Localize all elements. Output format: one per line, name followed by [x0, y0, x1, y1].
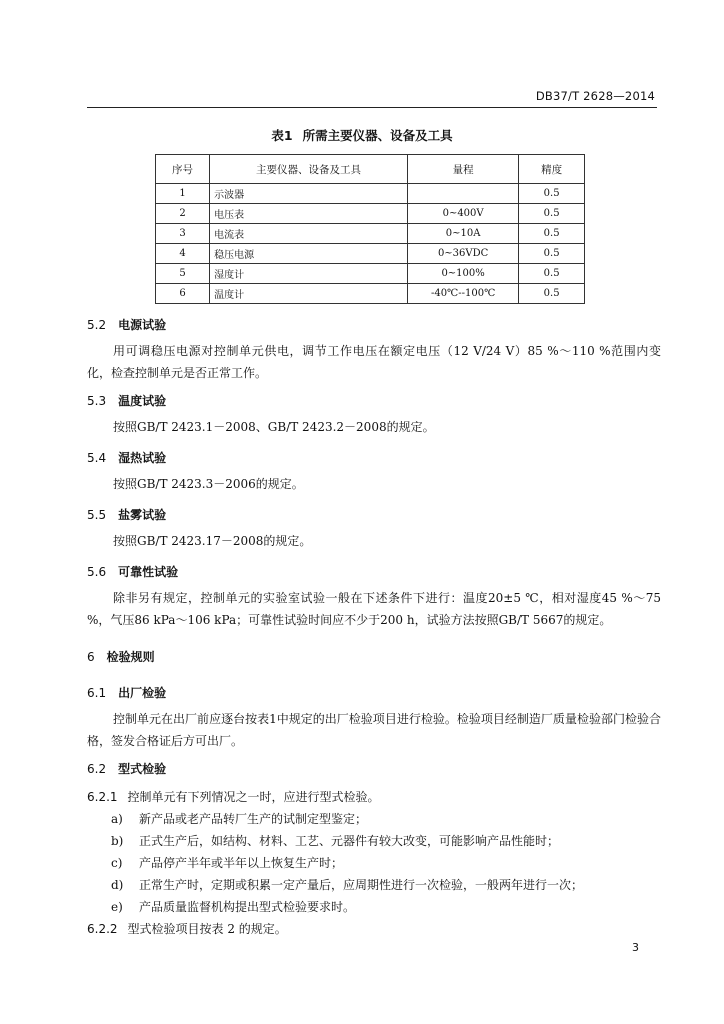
cell-name: 电压表: [210, 204, 408, 224]
table-label: 表1: [271, 128, 293, 143]
section-heading-5-2: [87, 316, 166, 333]
cell-no: 6: [156, 284, 210, 304]
section-title: 电源试验: [118, 318, 167, 332]
header-rule: [87, 107, 657, 108]
cell-no: 5: [156, 264, 210, 284]
section-text-6-1: 控制单元在出厂前应逐台按表1中规定的出厂检验项目进行检验。检验项目经制造厂质量检验部门检验合格，签发合格证后方可出厂。: [87, 712, 661, 748]
cell-name: 电流表: [210, 224, 408, 244]
list-marker: b): [111, 834, 124, 848]
col-header-range: 量程: [407, 155, 518, 184]
section-number: 6.2: [87, 762, 107, 776]
section-title: 温度试验: [118, 394, 167, 408]
list-item: [111, 810, 367, 827]
list-text: 产品质量监督机构提出型式检验要求时。: [139, 900, 356, 914]
cell-no: 4: [156, 244, 210, 264]
section-number: 5.2: [87, 318, 107, 332]
clause-text: 型式检验项目按表 2 的规定。: [127, 922, 287, 936]
cell-range: 0~100%: [407, 264, 518, 284]
table-row: [156, 204, 585, 224]
cell-range: 0~400V: [407, 204, 518, 224]
clause-6-2-2: [87, 920, 287, 937]
table-row: [156, 264, 585, 284]
cell-name: 示波器: [210, 184, 408, 204]
list-item: [111, 854, 343, 871]
cell-name: 湿度计: [210, 264, 408, 284]
section-title: 型式检验: [118, 762, 167, 776]
table-header-row: [156, 155, 585, 184]
clause-number: 6.2.2: [87, 922, 118, 936]
section-title: 盐雾试验: [118, 508, 167, 522]
section-heading-6-2: [87, 760, 166, 777]
cell-range: -40℃--100℃: [407, 284, 518, 304]
cell-range: 0~36VDC: [407, 244, 518, 264]
section-heading-5-6: [87, 563, 178, 580]
section-title: 可靠性试验: [118, 565, 179, 579]
list-text: 正式生产后，如结构、材料、工艺、元器件有较大改变，可能影响产品性能时；: [139, 834, 560, 848]
cell-no: 2: [156, 204, 210, 224]
table-row: [156, 244, 585, 264]
col-header-accuracy: 精度: [519, 155, 585, 184]
section-number: 6.1: [87, 686, 107, 700]
table-row: [156, 184, 585, 204]
section-text-5-6: 除非另有规定，控制单元的实验室试验一般在下述条件下进行：温度20±5 ℃，相对湿度45 %～75 %，气压86 kPa～106 kPa；可靠性试验时间应不少于200 h，试验方法按照GB/T 5667的规定。: [87, 591, 661, 627]
document-code: DB37/T 2628—2014: [535, 89, 655, 103]
list-item: [111, 876, 583, 893]
cell-range: [407, 184, 518, 204]
section-title: 检验规则: [106, 650, 155, 664]
section-heading-6-1: [87, 684, 166, 701]
cell-no: 1: [156, 184, 210, 204]
page-number: 3: [632, 941, 639, 954]
list-text: 正常生产时，定期或积累一定产量后，应周期性进行一次检验，一般两年进行一次；: [139, 878, 584, 892]
cell-no: 3: [156, 224, 210, 244]
list-text: 产品停产半年或半年以上恢复生产时；: [139, 856, 344, 870]
cell-accuracy: 0.5: [519, 184, 585, 204]
section-number: 5.3: [87, 394, 107, 408]
section-heading-5-4: [87, 449, 166, 466]
cell-range: 0~10A: [407, 224, 518, 244]
table-title-text: 所需主要仪器、设备及工具: [302, 128, 453, 143]
col-header-name: 主要仪器、设备及工具: [210, 155, 408, 184]
section-text-5-4: 按照GB/T 2423.3－2006的规定。: [113, 477, 304, 491]
chapter-heading-6: [87, 648, 155, 665]
list-text: 新产品或老产品转厂生产的试制定型鉴定；: [139, 812, 368, 826]
section-number: 5.6: [87, 565, 107, 579]
instruments-table: [155, 154, 585, 304]
cell-accuracy: 0.5: [519, 264, 585, 284]
section-number: 5.5: [87, 508, 107, 522]
list-marker: d): [111, 878, 124, 892]
section-number: 5.4: [87, 451, 107, 465]
section-heading-5-5: [87, 506, 166, 523]
list-item: [111, 898, 355, 915]
section-text-5-2: 用可调稳压电源对控制单元供电，调节工作电压在额定电压（12 V/24 V）85 %～110 %范围内变化，检查控制单元是否正常工作。: [87, 344, 661, 380]
section-heading-5-3: [87, 392, 166, 409]
col-header-no: 序号: [156, 155, 210, 184]
list-marker: e): [111, 900, 123, 914]
section-text-5-5: 按照GB/T 2423.17－2008的规定。: [113, 534, 312, 548]
section-number: 6: [87, 650, 95, 664]
cell-accuracy: 0.5: [519, 284, 585, 304]
list-item: [111, 832, 559, 849]
clause-number: 6.2.1: [87, 790, 118, 804]
cell-accuracy: 0.5: [519, 244, 585, 264]
table-title: [0, 126, 724, 144]
cell-name: 温度计: [210, 284, 408, 304]
cell-name: 稳压电源: [210, 244, 408, 264]
section-title: 湿热试验: [118, 451, 167, 465]
list-marker: c): [111, 856, 123, 870]
cell-accuracy: 0.5: [519, 224, 585, 244]
table-row: [156, 284, 585, 304]
section-text-5-3: 按照GB/T 2423.1－2008、GB/T 2423.2－2008的规定。: [113, 420, 435, 434]
clause-text: 控制单元有下列情况之一时，应进行型式检验。: [127, 790, 380, 804]
section-title: 出厂检验: [118, 686, 167, 700]
clause-6-2-1: [87, 788, 380, 805]
cell-accuracy: 0.5: [519, 204, 585, 224]
list-marker: a): [111, 812, 123, 826]
table-row: [156, 224, 585, 244]
